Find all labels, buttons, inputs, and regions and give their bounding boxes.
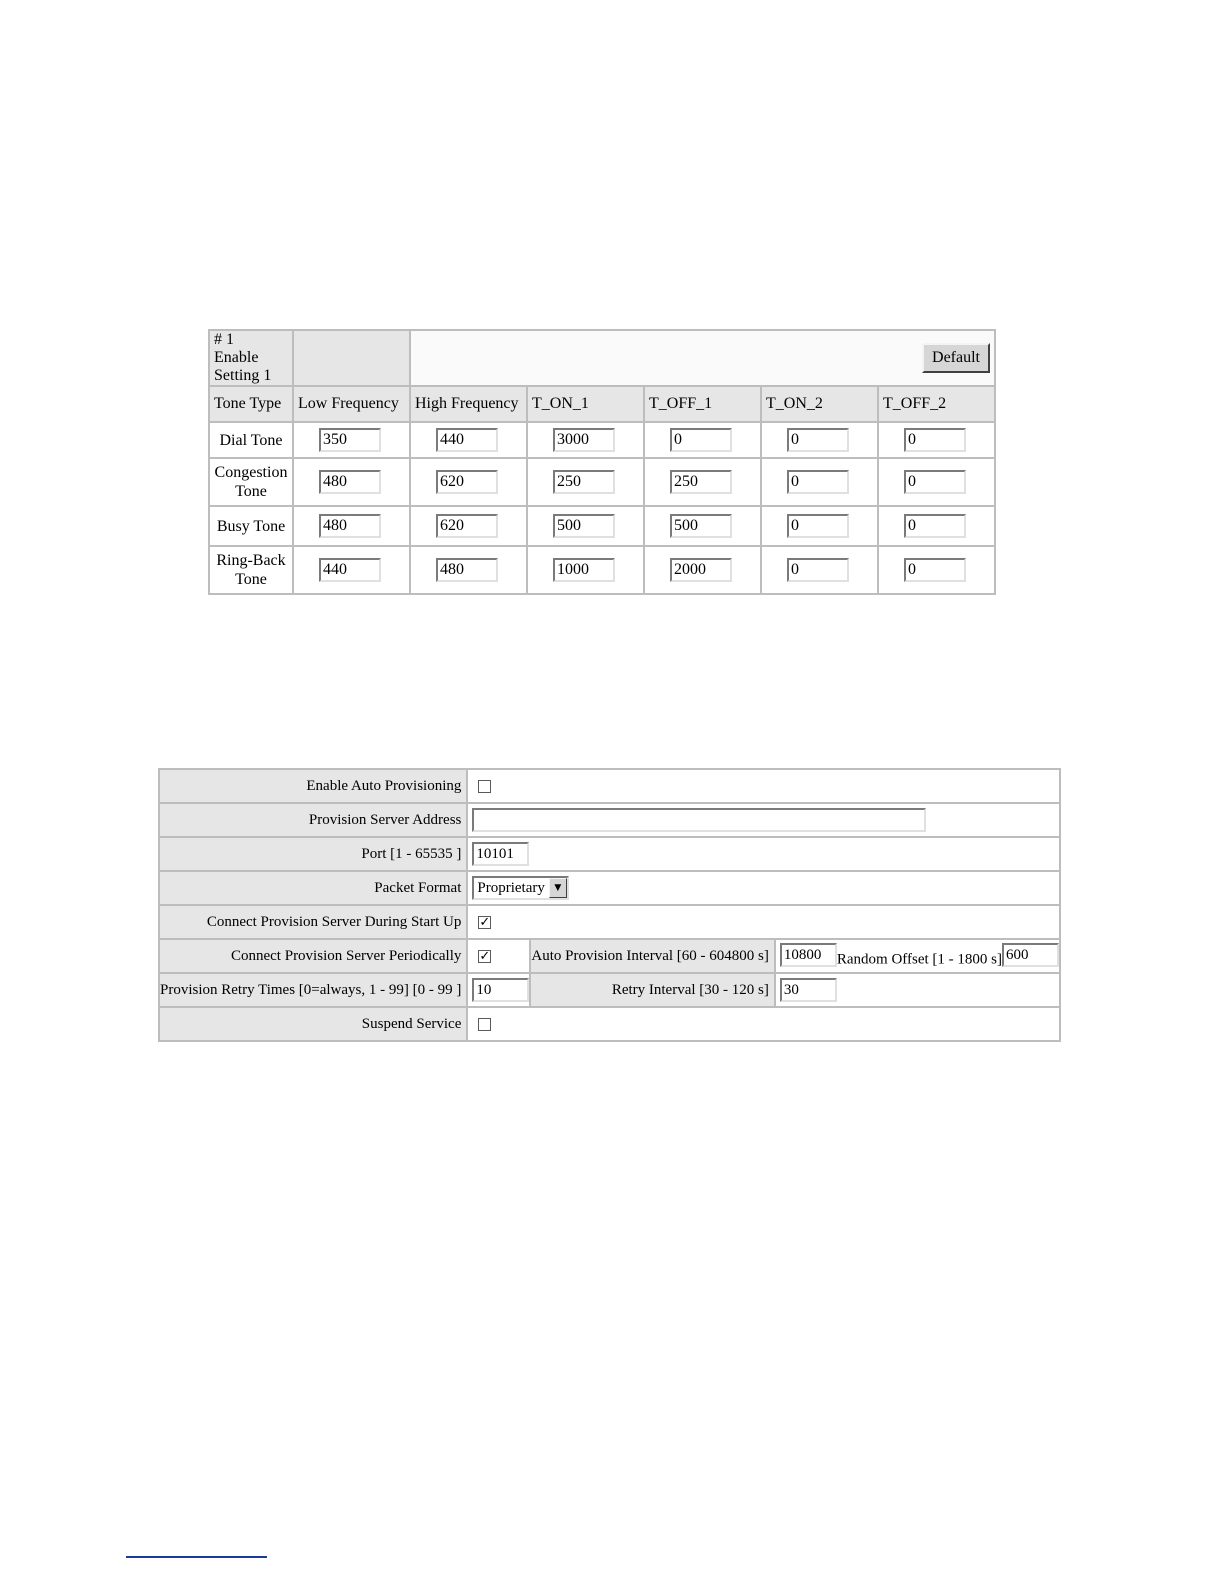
tone-type-label: Busy Tone (209, 506, 293, 546)
tone-row-busy (209, 506, 995, 546)
dial-low-frequency-input[interactable] (319, 428, 381, 452)
connect-periodically-label: Connect Provision Server Periodically (159, 939, 467, 973)
tone-type-label: Ring-Back Tone (209, 546, 293, 594)
header-t-off-1: T_OFF_1 (644, 386, 761, 422)
ringback-high-frequency-input[interactable] (436, 558, 498, 582)
provision-retry-times-input[interactable] (472, 978, 529, 1002)
auto-provision-interval-input[interactable] (780, 943, 837, 967)
tone-title-cell (209, 330, 293, 386)
dial-high-frequency-input[interactable] (436, 428, 498, 452)
dial-t-on-2-input[interactable] (787, 428, 849, 452)
packet-format-row (159, 871, 1060, 905)
provision-server-address-row (159, 803, 1060, 837)
auto-provision-interval-label: Auto Provision Interval [60 - 604800 s] (530, 939, 774, 973)
header-high-frequency: High Frequency (410, 386, 527, 422)
tone-row-dial (209, 422, 995, 458)
retry-interval-label: Retry Interval [30 - 120 s] (530, 973, 774, 1007)
retry-interval-input[interactable] (780, 978, 837, 1002)
chevron-down-icon[interactable]: ▼ (549, 878, 567, 898)
busy-t-off-1-input[interactable] (670, 514, 732, 538)
tone-settings-table (208, 329, 996, 595)
suspend-service-row (159, 1007, 1060, 1041)
header-low-frequency: Low Frequency (293, 386, 410, 422)
provision-retry-times-label: Provision Retry Times [0=always, 1 - 99] [0 - 99 ] (159, 973, 467, 1007)
random-offset-input[interactable] (1002, 943, 1059, 967)
connect-during-startup-checkbox[interactable]: ✓ (479, 914, 491, 930)
ringback-t-on-1-input[interactable] (553, 558, 615, 582)
dial-t-off-2-input[interactable] (904, 428, 966, 452)
packet-format-select[interactable] (472, 876, 568, 900)
port-input[interactable] (472, 842, 529, 866)
congestion-low-frequency-input[interactable] (319, 470, 381, 494)
tone-header-row (209, 386, 995, 422)
suspend-service-checkbox[interactable] (478, 1018, 491, 1031)
tone-type-label: Congestion Tone (209, 458, 293, 506)
enable-auto-provisioning-label: Enable Auto Provisioning (159, 769, 467, 803)
connect-periodically-checkbox[interactable]: ✓ (479, 948, 491, 964)
ringback-t-off-2-input[interactable] (904, 558, 966, 582)
tone-row-congestion (209, 458, 995, 506)
ringback-t-off-1-input[interactable] (670, 558, 732, 582)
tone-type-label: Dial Tone (209, 422, 293, 458)
header-t-on-2: T_ON_2 (761, 386, 878, 422)
ringback-t-on-2-input[interactable] (787, 558, 849, 582)
congestion-t-off-2-input[interactable] (904, 470, 966, 494)
footnote-divider (126, 1556, 267, 1558)
suspend-service-label: Suspend Service (159, 1007, 467, 1041)
ringback-low-frequency-input[interactable] (319, 558, 381, 582)
busy-t-off-2-input[interactable] (904, 514, 966, 538)
dial-t-on-1-input[interactable] (553, 428, 615, 452)
busy-low-frequency-input[interactable] (319, 514, 381, 538)
header-tone-type: Tone Type (209, 386, 293, 422)
provision-server-address-label: Provision Server Address (159, 803, 467, 837)
port-label: Port [1 - 65535 ] (159, 837, 467, 871)
provision-server-address-input[interactable] (472, 808, 926, 832)
busy-t-on-1-input[interactable] (553, 514, 615, 538)
packet-format-value: Proprietary (477, 879, 545, 896)
busy-t-on-2-input[interactable] (787, 514, 849, 538)
random-offset-label: Random Offset [1 - 1800 s] (836, 951, 1002, 968)
enable-title: # 1 Enable (214, 331, 259, 366)
connect-during-startup-row (159, 905, 1060, 939)
connect-during-startup-label: Connect Provision Server During Start Up (159, 905, 467, 939)
congestion-high-frequency-input[interactable] (436, 470, 498, 494)
default-button-cell (410, 330, 995, 386)
congestion-t-on-1-input[interactable] (553, 470, 615, 494)
default-button[interactable]: Default (922, 343, 990, 373)
tone-row-ringback (209, 546, 995, 594)
busy-high-frequency-input[interactable] (436, 514, 498, 538)
header-t-off-2: T_OFF_2 (878, 386, 995, 422)
port-row (159, 837, 1060, 871)
provision-retry-row (159, 973, 1060, 1007)
header-t-on-1: T_ON_1 (527, 386, 644, 422)
dial-t-off-1-input[interactable] (670, 428, 732, 452)
congestion-t-on-2-input[interactable] (787, 470, 849, 494)
auto-provision-table (158, 768, 1061, 1042)
enable-auto-provisioning-checkbox[interactable] (478, 780, 491, 793)
packet-format-label: Packet Format (159, 871, 467, 905)
congestion-t-off-1-input[interactable] (670, 470, 732, 494)
setting-label: Setting 1 (214, 367, 272, 384)
connect-periodically-row (159, 939, 1060, 973)
enable-auto-provisioning-row (159, 769, 1060, 803)
